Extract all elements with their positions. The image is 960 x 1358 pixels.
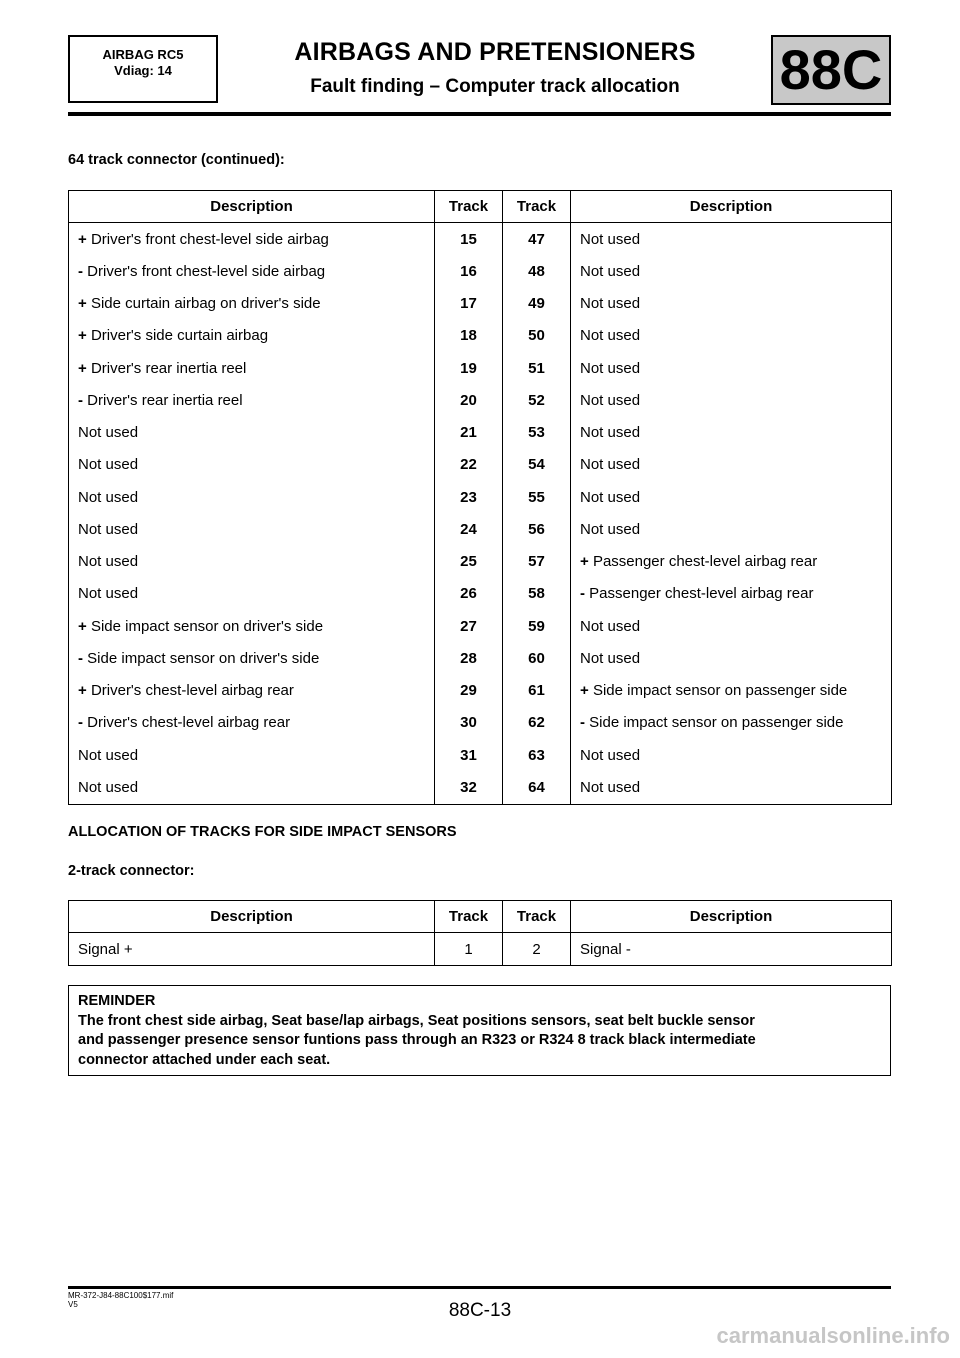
description-left [69,675,435,707]
description-left [69,384,435,416]
description-left [69,288,435,320]
table-row [69,288,892,320]
track-left: 27 [435,610,503,642]
description-right [571,610,892,642]
description-left [69,739,435,771]
track-right: 60 [503,642,571,674]
description-text: Driver's chest-level airbag rear [87,714,291,732]
description-text: Side impact sensor on passenger side [592,682,848,700]
track-right: 57 [503,546,571,578]
description-right [571,384,892,416]
page-subtitle: Fault finding – Computer track allocation [310,76,680,97]
track-right: 49 [503,288,571,320]
track-right: 61 [503,675,571,707]
track-right: 58 [503,578,571,610]
description-text: Side impact sensor on passenger side [589,714,844,732]
description-text: Driver's rear inertia reel [90,359,247,377]
table-row [69,320,892,352]
track-table-64 [68,190,892,805]
description-right [571,771,892,804]
description-right [571,320,892,352]
polarity-sign: - [580,585,585,603]
track-right: 50 [503,320,571,352]
column-header-description-left: Description [69,191,435,223]
description-right [571,223,892,256]
watermark: carmanualsonline.info [716,1323,950,1348]
description-left [69,481,435,513]
table-row [69,417,892,449]
table-row [69,352,892,384]
description-right [571,417,892,449]
description-left [69,642,435,674]
table-row [69,384,892,416]
vehicle-info-line1: AIRBAG RC5 [102,47,184,62]
description-text: Passenger chest-level airbag rear [589,585,814,603]
description-text: Driver's front chest-level side airbag [90,230,329,248]
description-right [571,288,892,320]
description-text: Driver's side curtain airbag [90,327,269,345]
description-text: Not used [78,585,139,603]
track-left: 24 [435,513,503,545]
track-table-2 [68,900,892,966]
table-header-row [69,901,892,933]
description-text: Side impact sensor on driver's side [87,649,320,667]
track-right: 48 [503,255,571,287]
track-left: 30 [435,707,503,739]
description-left [69,417,435,449]
track-right: 56 [503,513,571,545]
description-left [69,255,435,287]
table-row [69,771,892,804]
description-text: Not used [580,262,641,280]
description-text: Not used [580,456,641,474]
description-left [69,546,435,578]
track-left: 25 [435,546,503,578]
description-right [571,546,892,578]
track-right: 59 [503,610,571,642]
track-right: 63 [503,739,571,771]
section-64-track-label: 64 track connector (continued): [68,152,285,168]
column-header-track-right: Track [503,191,571,223]
track-right: 53 [503,417,571,449]
description-text: Driver's front chest-level side airbag [87,262,326,280]
table-header-row [69,191,892,223]
description-text: Not used [580,230,641,248]
reminder-line-3: connector attached under each seat. [78,1051,331,1068]
description-left [69,707,435,739]
description-text: Not used [580,778,641,796]
track-right: 51 [503,352,571,384]
track-left: 15 [435,223,503,256]
track-left: 20 [435,384,503,416]
vehicle-info-box [68,35,218,103]
column-header-description-right: Description [571,901,892,933]
header-divider [68,112,891,116]
track-left: 22 [435,449,503,481]
description-left [69,449,435,481]
document-reference-file: MR-372-J84-88C100$177.mif [68,1291,174,1300]
column-header-track-left: Track [435,191,503,223]
document-reference-version: V5 [68,1300,78,1309]
description-text: Not used [580,520,641,538]
description-text: Driver's chest-level airbag rear [90,682,294,700]
description-text: Not used [580,746,641,764]
polarity-sign: + [78,617,87,635]
table-row [69,481,892,513]
track-left: 28 [435,642,503,674]
track-left: 32 [435,771,503,804]
polarity-sign: - [78,649,83,667]
vehicle-info-line2: Vdiag: 14 [114,63,172,78]
track-left: 21 [435,417,503,449]
track-left: 17 [435,288,503,320]
description-right [571,578,892,610]
table-row [69,739,892,771]
description-text: Not used [580,424,641,442]
reminder-line-1: The front chest side airbag, Seat base/lap airbags, Seat positions sensors, seat belt buckle sensor [78,1012,755,1029]
polarity-sign: - [78,262,83,280]
description-left [69,513,435,545]
column-header-description-right: Description [571,191,892,223]
description-left: Signal + [69,933,435,966]
description-text: Not used [78,553,139,571]
description-right [571,255,892,287]
description-text: Not used [580,359,641,377]
column-header-description-left: Description [69,901,435,933]
description-text: Not used [580,488,641,506]
track-left: 18 [435,320,503,352]
description-right [571,352,892,384]
description-text: Not used [580,327,641,345]
description-text: Not used [78,778,139,796]
track-right: 2 [503,933,571,966]
description-right [571,481,892,513]
track-table-64-body [69,223,892,805]
description-text: Side curtain airbag on driver's side [90,295,321,313]
description-text: Not used [78,746,139,764]
description-text: Not used [78,424,139,442]
description-right [571,513,892,545]
description-text: Not used [580,391,641,409]
description-left [69,771,435,804]
column-header-track-right: Track [503,901,571,933]
description-text: Not used [580,295,641,313]
page-number: 88C-13 [448,1300,512,1321]
table-row [69,610,892,642]
polarity-sign: + [580,553,589,571]
table-row [69,675,892,707]
description-text: Not used [78,456,139,474]
track-left: 26 [435,578,503,610]
description-text: Side impact sensor on driver's side [90,617,324,635]
description-right: Signal - [571,933,892,966]
track-left: 1 [435,933,503,966]
description-left [69,610,435,642]
description-right [571,642,892,674]
table-row [69,707,892,739]
table-row [69,449,892,481]
track-left: 29 [435,675,503,707]
description-right [571,739,892,771]
description-right [571,449,892,481]
description-text: Passenger chest-level airbag rear [592,553,818,571]
section-2-track-label: 2-track connector: [68,863,195,879]
reminder-title: REMINDER [78,993,156,1009]
track-right: 62 [503,707,571,739]
polarity-sign: - [580,714,585,732]
page-title: AIRBAGS AND PRETENSIONERS [294,38,696,66]
track-right: 52 [503,384,571,416]
table-row [69,546,892,578]
description-text: Driver's rear inertia reel [87,391,243,409]
track-right: 55 [503,481,571,513]
reminder-line-2: and passenger presence sensor funtions pass through an R323 or R324 8 track black intermediate [78,1032,756,1048]
description-text: Not used [78,488,139,506]
track-left: 16 [435,255,503,287]
section-code-badge: 88C [771,35,891,105]
polarity-sign: + [78,230,87,248]
footer-divider [68,1286,891,1289]
description-left [69,223,435,256]
polarity-sign: - [78,391,83,409]
description-text: Not used [580,649,641,667]
table-row [69,933,892,966]
table-row [69,642,892,674]
description-text: Not used [78,520,139,538]
track-right: 47 [503,223,571,256]
description-text: Not used [580,617,641,635]
polarity-sign: - [78,714,83,732]
polarity-sign: + [78,682,87,700]
column-header-track-left: Track [435,901,503,933]
table-row [69,223,892,256]
table-row [69,513,892,545]
track-left: 19 [435,352,503,384]
table-row [69,255,892,287]
polarity-sign: + [580,682,589,700]
description-left [69,320,435,352]
description-left [69,352,435,384]
table-row [69,578,892,610]
polarity-sign: + [78,359,87,377]
track-left: 23 [435,481,503,513]
track-right: 54 [503,449,571,481]
track-right: 64 [503,771,571,804]
polarity-sign: + [78,295,87,313]
description-left [69,578,435,610]
reminder-box [68,985,891,1076]
track-left: 31 [435,739,503,771]
side-impact-heading: ALLOCATION OF TRACKS FOR SIDE IMPACT SENSORS [68,824,457,840]
description-right [571,675,892,707]
polarity-sign: + [78,327,87,345]
description-right [571,707,892,739]
